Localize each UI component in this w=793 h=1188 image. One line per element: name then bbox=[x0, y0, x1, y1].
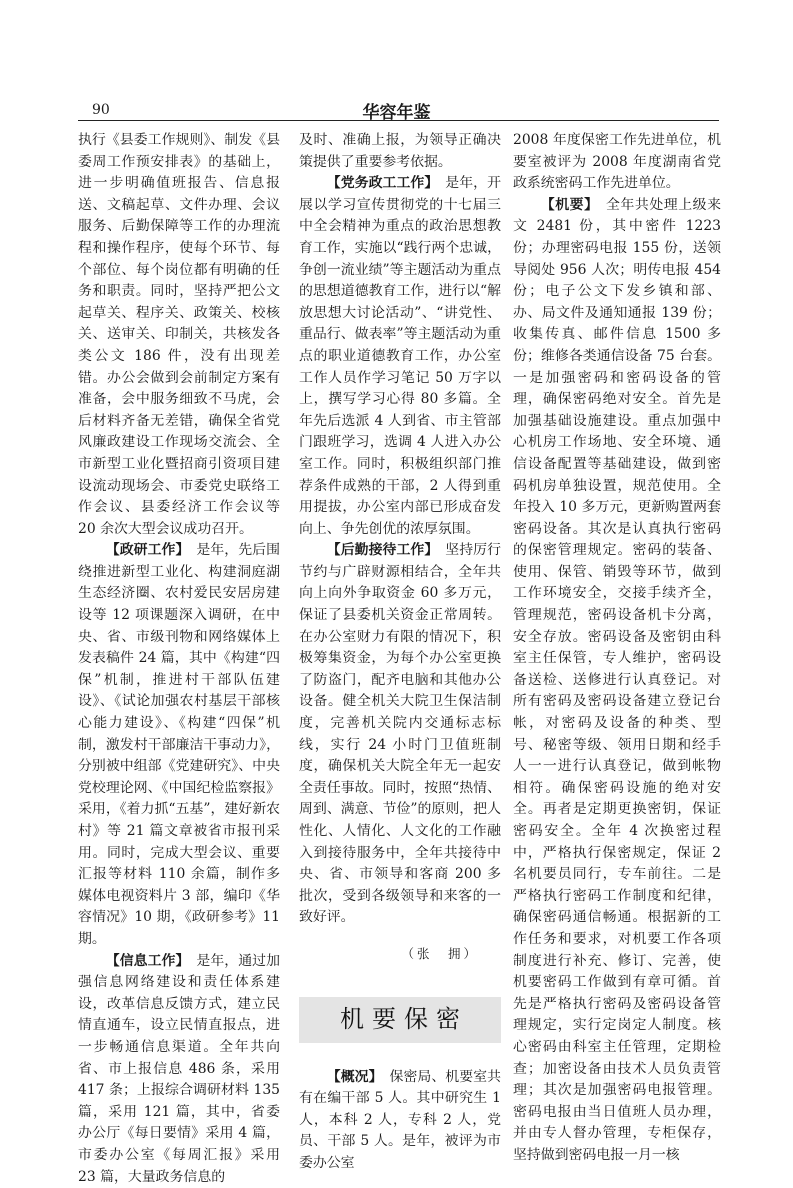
page-number: 90 bbox=[92, 102, 110, 118]
author-signature: （张 拥） bbox=[401, 945, 479, 961]
column-middle bbox=[299, 130, 501, 1175]
paragraph-body: 是年，先后围绕推进新型工业化、构建洞庭湖生态经济圈、农村爱民安居房建设等 12 项课题深入调研，在中央、省、市级刊物和网络媒体上发表稿件 24 篇，其中《构建“四保”机制，推进村干部队伍建设》、《试论加强农村基层干部核心能力建设》、《构建“四保”机制，激发村干部廉洁干事动力》，分别被中组部《党建研究》、中央党校理论网、《中国纪检监察报》采用，《着力抓“五基”，建好新农村》等 21 篇文章被省市报刊采用。同时，完成大型会议、重要汇报等材料 110 余篇，制作多媒体电视资料片 3 部，编印《华容情况》10 期，《政研参考》11 期。 bbox=[78, 542, 280, 947]
section-title-box bbox=[299, 997, 501, 1043]
paragraph: 2008 年度保密工作先进单位，机要室被评为 2008 年度湖南省党政系统密码工作先进单位。 bbox=[513, 132, 721, 192]
subsection-heading: 【信息工作】 bbox=[105, 952, 183, 969]
column-left bbox=[78, 130, 280, 1188]
paragraph bbox=[299, 1067, 501, 1175]
paragraph-body: 保密局、机要室共有在编干部 5 人。其中研究生 1 人，本科 2 人，专科 2 人，党员、干部 5 人。是年，被评为市委办公室 bbox=[299, 1068, 501, 1171]
paragraph bbox=[513, 195, 721, 1167]
column-right bbox=[513, 130, 721, 1167]
subsection-heading: 【党务政工工作】 bbox=[326, 175, 432, 192]
subsection-heading: 【后勤接待工作】 bbox=[326, 542, 432, 559]
paragraph-body: 坚持厉行节约与广辟财源相结合，全年共向上向外争取资金 60 多万元，保证了县委机关资金正常周转。在办公室财力有限的情况下，积极筹集资金，为每个办公室更换了防盗门，配齐电脑和其他办公设备。健全机关大院卫生保洁制度，完善机关院内交通标志标线，实行 24 小时门卫值班制度，确保机关大院全年无一起安全责任事故。同时，按照“热情、周到、满意、节俭”的原则，把人性化、人情化、人文化的工作融入到接待服务中，全年共接待中央、省、市领导和客商 200 多批次，受到各级领导和来客的一致好评。 bbox=[299, 542, 501, 926]
subsection-heading: 【概况】 bbox=[326, 1068, 376, 1085]
subsection-heading: 【政研工作】 bbox=[105, 542, 183, 559]
paragraph: 及时、准确上报，为领导正确决策提供了重要参考依据。 bbox=[299, 132, 501, 170]
paragraph-body: 是年，开展以学习宣传贯彻党的十七届三中全会精神为重点的政治思想教育工作，实施以“践行两个忠诚，争创一流业绩”等主题活动为重点的思想道德教育工作，进行以“解放思想大讨论活动”、“讲党性、重品行、做表率”等主题活动为重点的职业道德教育工作，办公室工作人员作学习笔记 50 万字以上，撰写学习心得 80 多篇。全年先后选派 4 人到省、市主管部门跟班学习，选调 4 人进入办公室工作。同时，积极组织部门推荐条件成熟的干部，2 人得到重用提拔，办公室内部已形成奋发向上、争先创优的浓厚氛围。 bbox=[299, 175, 501, 537]
paragraph-body: 是年，通过加强信息网络建设和责任体系建设，改革信息反馈方式，建立民情直通车，设立民情直报点，进一步畅通信息渠道。全年共向省、市上报信息 486 条，采用 417 条；上报综合调研材料 135 篇，采用 121 篇，其中，省委办公厅《每日要情》采用 4 篇，市委办公室《每周汇报》采用 23 篇，大量政务信息的 bbox=[78, 952, 280, 1185]
subsection-heading: 【机要】 bbox=[540, 196, 592, 213]
header-rule bbox=[78, 120, 719, 121]
paragraph bbox=[299, 173, 501, 540]
paragraph-body: 全年共处理上级来文 2481 份，其中密件 1223 份；办理密码电报 155 份，送领导阅处 956 人次；明传电报 454 份；电子公文下发乡镇和部、办、局文件及通知通报 139 份；收集传真、邮件信息 1500 多份；维修各类通信设备 75 台套。一是加强密码和密码设备的管理，确保密码绝对安全。首先是加强基础设施建设。重点加强中心机房工作场地、安全环境、通信设备配置等基础建设，做到密码机房单独设置，规范使用。全年投入 10 多万元，更新购置两套密码设备。其次是认真执行密码的保密管理规定。密码的装备、使用、保管、销毁等环节，做到工作环境安全，交接手续齐全，管理规范，密码设备机卡分离，安全存放。密码设备及密钥由科室主任保管，专人维护，密码设备送检、送修进行认真登记。对所有密码及密码设备建立登记台帐，对密码及设备的种类、型号、秘密等级、领用日期和经手人一一进行认真登记，做到帐物相符。确保密码设施的绝对安全。再者是定期更换密钥，保证密码安全。全年 4 次换密过程中，严格执行保密规定，保证 2 名机要员同行，专车前往。二是严格执行密码工作制度和纪律，确保密码通信畅通。根据新的工作任务和要求，对机要工作各项制度进行补充、修订、完善，使机要密码工作做到有章可循。首先是严格执行密码及密码设备管理规定，实行定岗定人制度。核心密码由科室主任管理，定期检查；加密设备由技术人员负责管理；其次是加强密码电报管理。密码电报由当日值班人员办理，并由专人督办管理，专柜保存，坚持做到密码电报一月一核 bbox=[513, 196, 721, 1163]
section-title: 机要保密 bbox=[340, 1004, 468, 1033]
paragraph bbox=[78, 540, 280, 950]
running-title: 华容年鉴 bbox=[362, 103, 431, 123]
paragraph bbox=[299, 540, 501, 929]
paragraph bbox=[78, 951, 280, 1188]
paragraph: 执行《县委工作规则》、制发《县委周工作预安排表》的基础上，进一步明确值班报告、信息报送、文稿起草、文件办理、会议服务、后勤保障等工作的办理流程和操作程序，使每个环节、每个部位、每个岗位都有明确的任务和职责。同时，坚持严把公文起草关、程序关、政策关、校核关、送审关、印制关，共核发各类公文 186 件，没有出现差错。办公会做到会前制定方案有准备，会中服务细致不马虎，会后材料齐备无差错，确保全省党风廉政建设工作现场交流会、全市新型工业化暨招商引资项目建设流动现场会、市委党史联络工作会议、县委经济工作会议等 20 余次大型会议成功召开。 bbox=[78, 132, 280, 537]
